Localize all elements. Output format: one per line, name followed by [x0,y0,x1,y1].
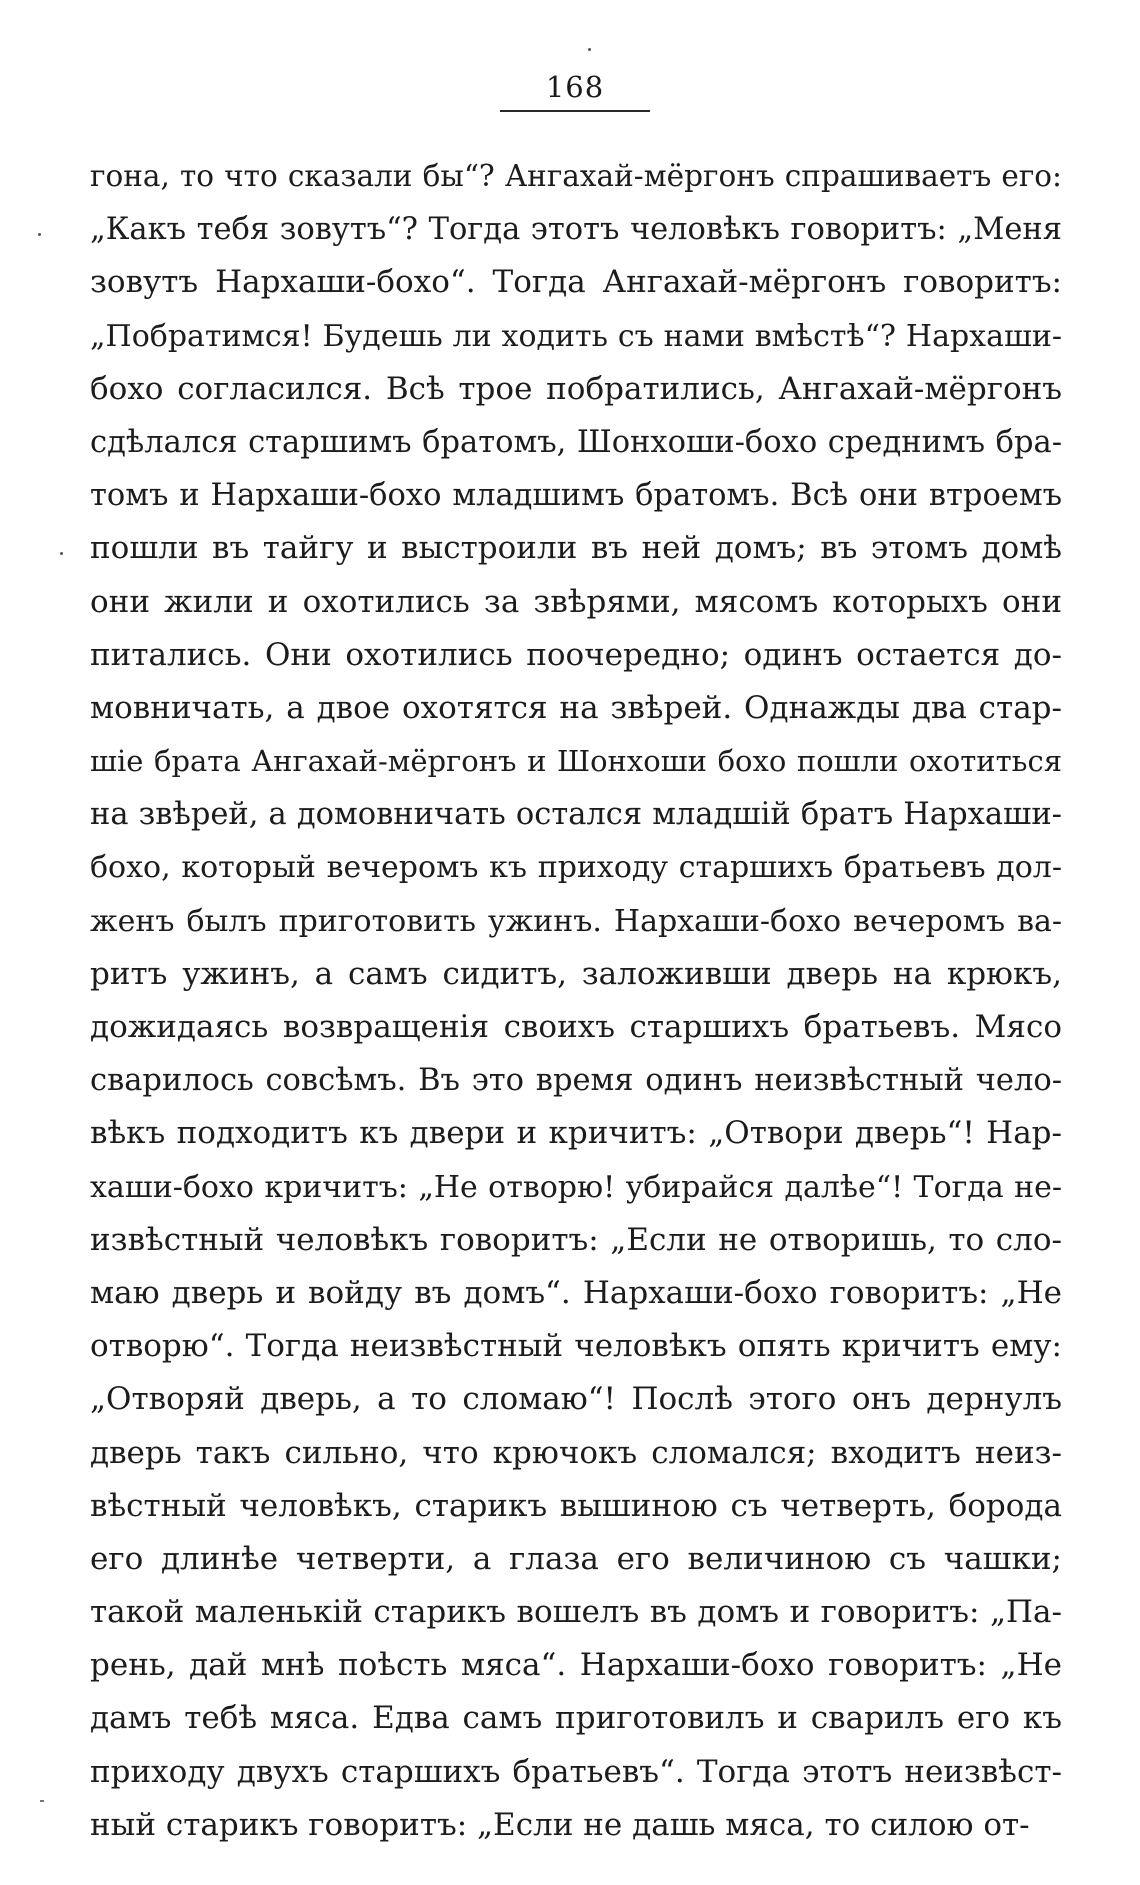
text-line: на звѣрей, а домовничать остался младшій братъ Нархаши- [90,797,1062,833]
text-line: „Побратимся! Будешь ли ходить съ нами вмѣстѣ“? Нархаши- [90,318,1062,354]
text-line: сварилось совсѣмъ. Въ это время одинъ неизвѣстный чело- [90,1063,1062,1099]
text-line: бохо согласился. Всѣ трое побратились, Ангахай-мёргонъ [90,370,1062,407]
page-number: 168 [545,70,605,104]
text-line: ный старикъ говоритъ: „Если не дашь мяса, то силою от- [90,1806,1030,1843]
text-line: томъ и Нархаши-бохо младшимъ братомъ. Всѣ они втроемъ [90,478,1062,514]
text-line: гона, то что сказали бы“? Ангахай-мёргонъ спрашиваетъ его: [90,159,1062,193]
text-line: маю дверь и войду въ домъ“. Нархаши-бохо говоритъ: „Не [90,1274,1062,1311]
text-line: „Какъ тебя зовутъ“? Тогда этотъ человѣкъ говоритъ: „Меня [90,212,1062,248]
text-line: дожидаясь возвращенія своихъ старшихъ братьевъ. Мясо [90,1009,1062,1045]
body-text [90,150,1062,1852]
print-speck [38,233,41,236]
text-line: такой маленькій старикъ вошелъ въ домъ и говоритъ: „Па- [90,1594,1062,1631]
text-line: вѣстный человѣкъ, старикъ вышиною съ четверть, борода [90,1487,1062,1524]
text-line: дверь такъ сильно, что крючокъ сломался; входитъ неиз- [90,1434,1062,1471]
text-line: „Отворяй дверь, а то сломаю“! Послѣ этого онъ дернулъ [90,1381,1062,1418]
text-line: хаши-бохо кричитъ: „Не отворю! убирайся далѣе“! Тогда не- [90,1169,1062,1205]
text-line: бохо, который вечеромъ къ приходу старшихъ братьевъ дол- [90,850,1062,886]
text-line: они жили и охотились за звѣрями, мясомъ которыхъ они [90,583,1062,620]
text-line: его длинѣе четверти, а глаза его величиною съ чашки; [90,1540,1062,1577]
text-line: отворю“. Тогда неизвѣстный человѣкъ опять кричитъ ему: [90,1328,1062,1365]
text-line: дамъ тебѣ мяса. Едва самъ приготовилъ и сварилъ его къ [90,1700,1062,1737]
text-line: зовутъ Нархаши-бохо“. Тогда Ангахай-мёргонъ говоритъ: [90,264,1062,301]
text-line: женъ былъ приготовить ужинъ. Нархаши-бохо вечеромъ ва- [90,903,1062,939]
text-line: питались. Они охотились поочередно; одинъ остается до- [90,636,1062,673]
text-line: мовничать, а двое охотятся на звѣрей. Однажды два стар- [90,689,1062,726]
text-line: вѣкъ подходитъ къ двери и кричитъ: „Отвори дверь“! Нар- [90,1115,1062,1152]
page-number-rule [500,110,650,112]
print-speck [40,1800,44,1802]
text-line: рень, дай мнѣ поѣсть мяса“. Нархаши-бохо говоритъ: „Не [90,1647,1062,1684]
text-line: шіе брата Ангахай-мёргонъ и Шонхоши бохо пошли охотиться [90,744,1062,779]
text-line: сдѣлался старшимъ братомъ, Шонхоши-бохо среднимъ бра- [90,424,1062,460]
print-speck [60,552,63,555]
text-line: ритъ ужинъ, а самъ сидитъ, заложивши дверь на крюкъ, [90,955,1062,992]
text-line: извѣстный человѣкъ говоритъ: „Если не отворишь, то сло- [90,1221,1062,1258]
print-speck [588,48,591,51]
text-line: пошли въ тайгу и выстроили въ ней домъ; въ этомъ домѣ [90,530,1062,567]
text-line: приходу двухъ старшихъ братьевъ“. Тогда этотъ неизвѣст- [90,1753,1062,1790]
